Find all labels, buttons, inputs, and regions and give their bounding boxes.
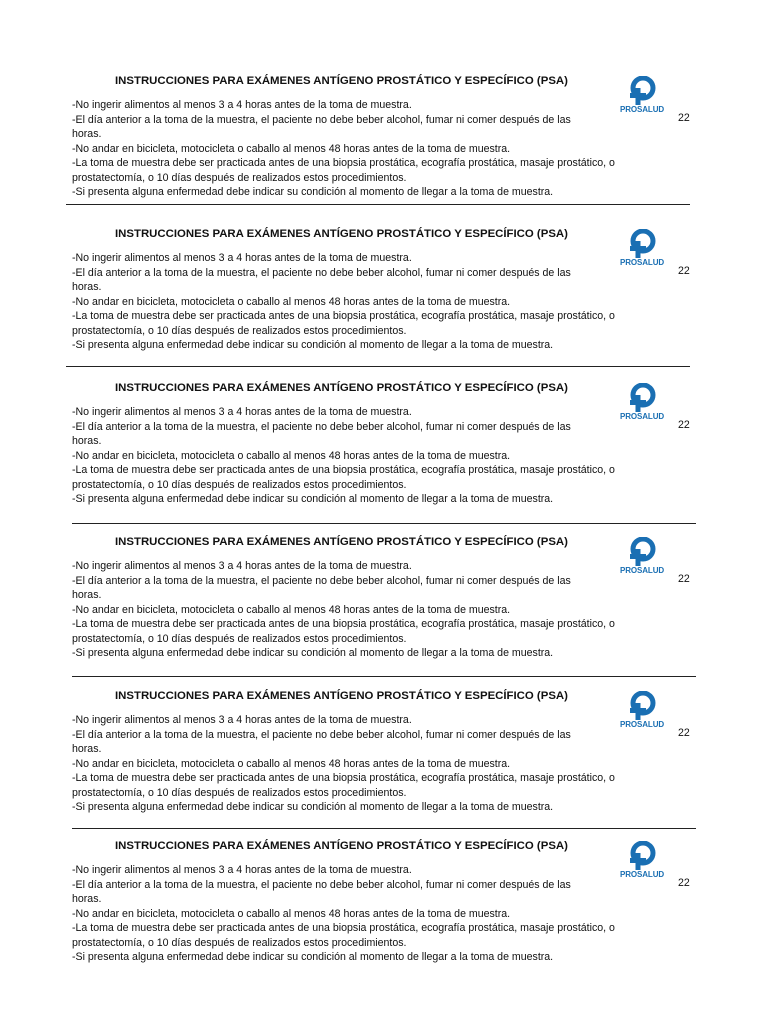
logo-wordmark: PROSALUD (619, 105, 665, 114)
prosalud-logo (618, 841, 668, 881)
prosalud-logo-icon (618, 691, 666, 721)
instruction-line: horas. (72, 281, 102, 293)
instruction-line: -Si presenta alguna enfermedad debe indicar su condición al momento de llegar a la toma de muestra. (72, 951, 554, 963)
instruction-list (72, 863, 672, 965)
instruction-line: -El día anterior a la toma de la muestra, el paciente no debe beber alcohol, fumar ni comer después de las (72, 420, 571, 433)
instruction-line: horas. (72, 893, 102, 905)
instruction-list (72, 713, 672, 815)
instruction-line: -No andar en bicicleta, motocicleta o caballo al menos 48 horas antes de la toma de muestra. (72, 907, 511, 920)
instruction-line: -La toma de muestra debe ser practicada antes de una biopsia prostática, ecografía prostática, masaje prostático, o (72, 772, 615, 784)
logo-wordmark: PROSALUD (619, 870, 665, 879)
block-title: INSTRUCCIONES PARA EXÁMENES ANTÍGENO PROSTÁTICO Y ESPECÍFICO (PSA) (115, 228, 568, 240)
instruction-block (0, 74, 768, 214)
prosalud-logo-icon (618, 76, 666, 106)
instruction-line: -El día anterior a la toma de la muestra, el paciente no debe beber alcohol, fumar ni comer después de las (72, 878, 571, 891)
instruction-line: horas. (72, 589, 102, 601)
prosalud-logo-icon (618, 841, 666, 871)
instruction-line: -No ingerir alimentos al menos 3 a 4 horas antes de la toma de muestra. (72, 864, 412, 876)
instruction-line: -Si presenta alguna enfermedad debe indicar su condición al momento de llegar a la toma de muestra. (72, 647, 554, 659)
instruction-line: -El día anterior a la toma de la muestra, el paciente no debe beber alcohol, fumar ni comer después de las (72, 574, 571, 587)
block-title: INSTRUCCIONES PARA EXÁMENES ANTÍGENO PROSTÁTICO Y ESPECÍFICO (PSA) (115, 382, 568, 394)
instruction-block (0, 689, 768, 829)
instruction-block (0, 381, 768, 521)
prosalud-logo (618, 691, 668, 731)
prosalud-logo (618, 383, 668, 423)
block-title: INSTRUCCIONES PARA EXÁMENES ANTÍGENO PROSTÁTICO Y ESPECÍFICO (PSA) (115, 536, 568, 548)
block-title: INSTRUCCIONES PARA EXÁMENES ANTÍGENO PROSTÁTICO Y ESPECÍFICO (PSA) (115, 840, 568, 852)
instruction-line: -Si presenta alguna enfermedad debe indicar su condición al momento de llegar a la toma de muestra. (72, 186, 554, 198)
logo-wordmark: PROSALUD (619, 258, 665, 267)
instruction-line: -La toma de muestra debe ser practicada antes de una biopsia prostática, ecografía prostática, masaje prostático, o (72, 922, 615, 934)
instruction-line: -No andar en bicicleta, motocicleta o caballo al menos 48 horas antes de la toma de muestra. (72, 757, 511, 770)
instruction-line: -Si presenta alguna enfermedad debe indicar su condición al momento de llegar a la toma de muestra. (72, 493, 554, 505)
instruction-line: -La toma de muestra debe ser practicada antes de una biopsia prostática, ecografía prostática, masaje prostático, o (72, 157, 615, 169)
block-number: 22 (678, 877, 690, 889)
prosalud-logo (618, 76, 668, 116)
instruction-line: -La toma de muestra debe ser practicada antes de una biopsia prostática, ecografía prostática, masaje prostático, o (72, 618, 615, 630)
instruction-line: horas. (72, 743, 102, 755)
block-number: 22 (678, 112, 690, 124)
block-title: INSTRUCCIONES PARA EXÁMENES ANTÍGENO PROSTÁTICO Y ESPECÍFICO (PSA) (115, 75, 568, 87)
instruction-line: -El día anterior a la toma de la muestra, el paciente no debe beber alcohol, fumar ni comer después de las (72, 266, 571, 279)
instruction-block (0, 839, 768, 979)
instruction-line: prostatectomía, o 10 días después de realizados estos procedimientos. (72, 171, 407, 184)
instruction-list (72, 98, 672, 200)
instruction-line: -La toma de muestra debe ser practicada antes de una biopsia prostática, ecografía prostática, masaje prostático, o (72, 310, 615, 322)
divider-line (72, 828, 696, 829)
instruction-line: horas. (72, 128, 102, 140)
logo-wordmark: PROSALUD (619, 566, 665, 575)
instruction-line: prostatectomía, o 10 días después de realizados estos procedimientos. (72, 632, 407, 645)
prosalud-logo-icon (618, 229, 666, 259)
block-number: 22 (678, 419, 690, 431)
instruction-line: -No ingerir alimentos al menos 3 a 4 horas antes de la toma de muestra. (72, 714, 412, 726)
instruction-line: -No andar en bicicleta, motocicleta o caballo al menos 48 horas antes de la toma de muestra. (72, 603, 511, 616)
instruction-line: prostatectomía, o 10 días después de realizados estos procedimientos. (72, 936, 407, 949)
divider-line (72, 676, 696, 677)
instruction-block (0, 535, 768, 675)
instruction-line: -No ingerir alimentos al menos 3 a 4 horas antes de la toma de muestra. (72, 252, 412, 264)
instruction-line: -No ingerir alimentos al menos 3 a 4 horas antes de la toma de muestra. (72, 406, 412, 418)
instruction-line: -Si presenta alguna enfermedad debe indicar su condición al momento de llegar a la toma de muestra. (72, 339, 554, 351)
logo-wordmark: PROSALUD (619, 412, 665, 421)
instruction-line: prostatectomía, o 10 días después de realizados estos procedimientos. (72, 324, 407, 337)
instruction-line: horas. (72, 435, 102, 447)
block-number: 22 (678, 265, 690, 277)
instruction-line: -No ingerir alimentos al menos 3 a 4 horas antes de la toma de muestra. (72, 99, 412, 111)
block-title: INSTRUCCIONES PARA EXÁMENES ANTÍGENO PROSTÁTICO Y ESPECÍFICO (PSA) (115, 690, 568, 702)
instruction-line: prostatectomía, o 10 días después de realizados estos procedimientos. (72, 786, 407, 799)
prosalud-logo (618, 537, 668, 577)
instruction-line: -No ingerir alimentos al menos 3 a 4 horas antes de la toma de muestra. (72, 560, 412, 572)
prosalud-logo-icon (618, 537, 666, 567)
divider-line (72, 523, 696, 524)
divider-line (66, 366, 690, 367)
divider-line (66, 204, 690, 205)
instruction-line: -El día anterior a la toma de la muestra, el paciente no debe beber alcohol, fumar ni comer después de las (72, 728, 571, 741)
instruction-list (72, 251, 672, 353)
instruction-line: -Si presenta alguna enfermedad debe indicar su condición al momento de llegar a la toma de muestra. (72, 801, 554, 813)
logo-wordmark: PROSALUD (619, 720, 665, 729)
instruction-line: -No andar en bicicleta, motocicleta o caballo al menos 48 horas antes de la toma de muestra. (72, 142, 511, 155)
instruction-block (0, 227, 768, 367)
instruction-list (72, 405, 672, 507)
instruction-list (72, 559, 672, 661)
instruction-line: -El día anterior a la toma de la muestra, el paciente no debe beber alcohol, fumar ni comer después de las (72, 113, 571, 126)
instruction-line: -La toma de muestra debe ser practicada antes de una biopsia prostática, ecografía prostática, masaje prostático, o (72, 464, 615, 476)
block-number: 22 (678, 573, 690, 585)
instruction-line: -No andar en bicicleta, motocicleta o caballo al menos 48 horas antes de la toma de muestra. (72, 449, 511, 462)
prosalud-logo-icon (618, 383, 666, 413)
instruction-line: -No andar en bicicleta, motocicleta o caballo al menos 48 horas antes de la toma de muestra. (72, 295, 511, 308)
instruction-line: prostatectomía, o 10 días después de realizados estos procedimientos. (72, 478, 407, 491)
prosalud-logo (618, 229, 668, 269)
block-number: 22 (678, 727, 690, 739)
